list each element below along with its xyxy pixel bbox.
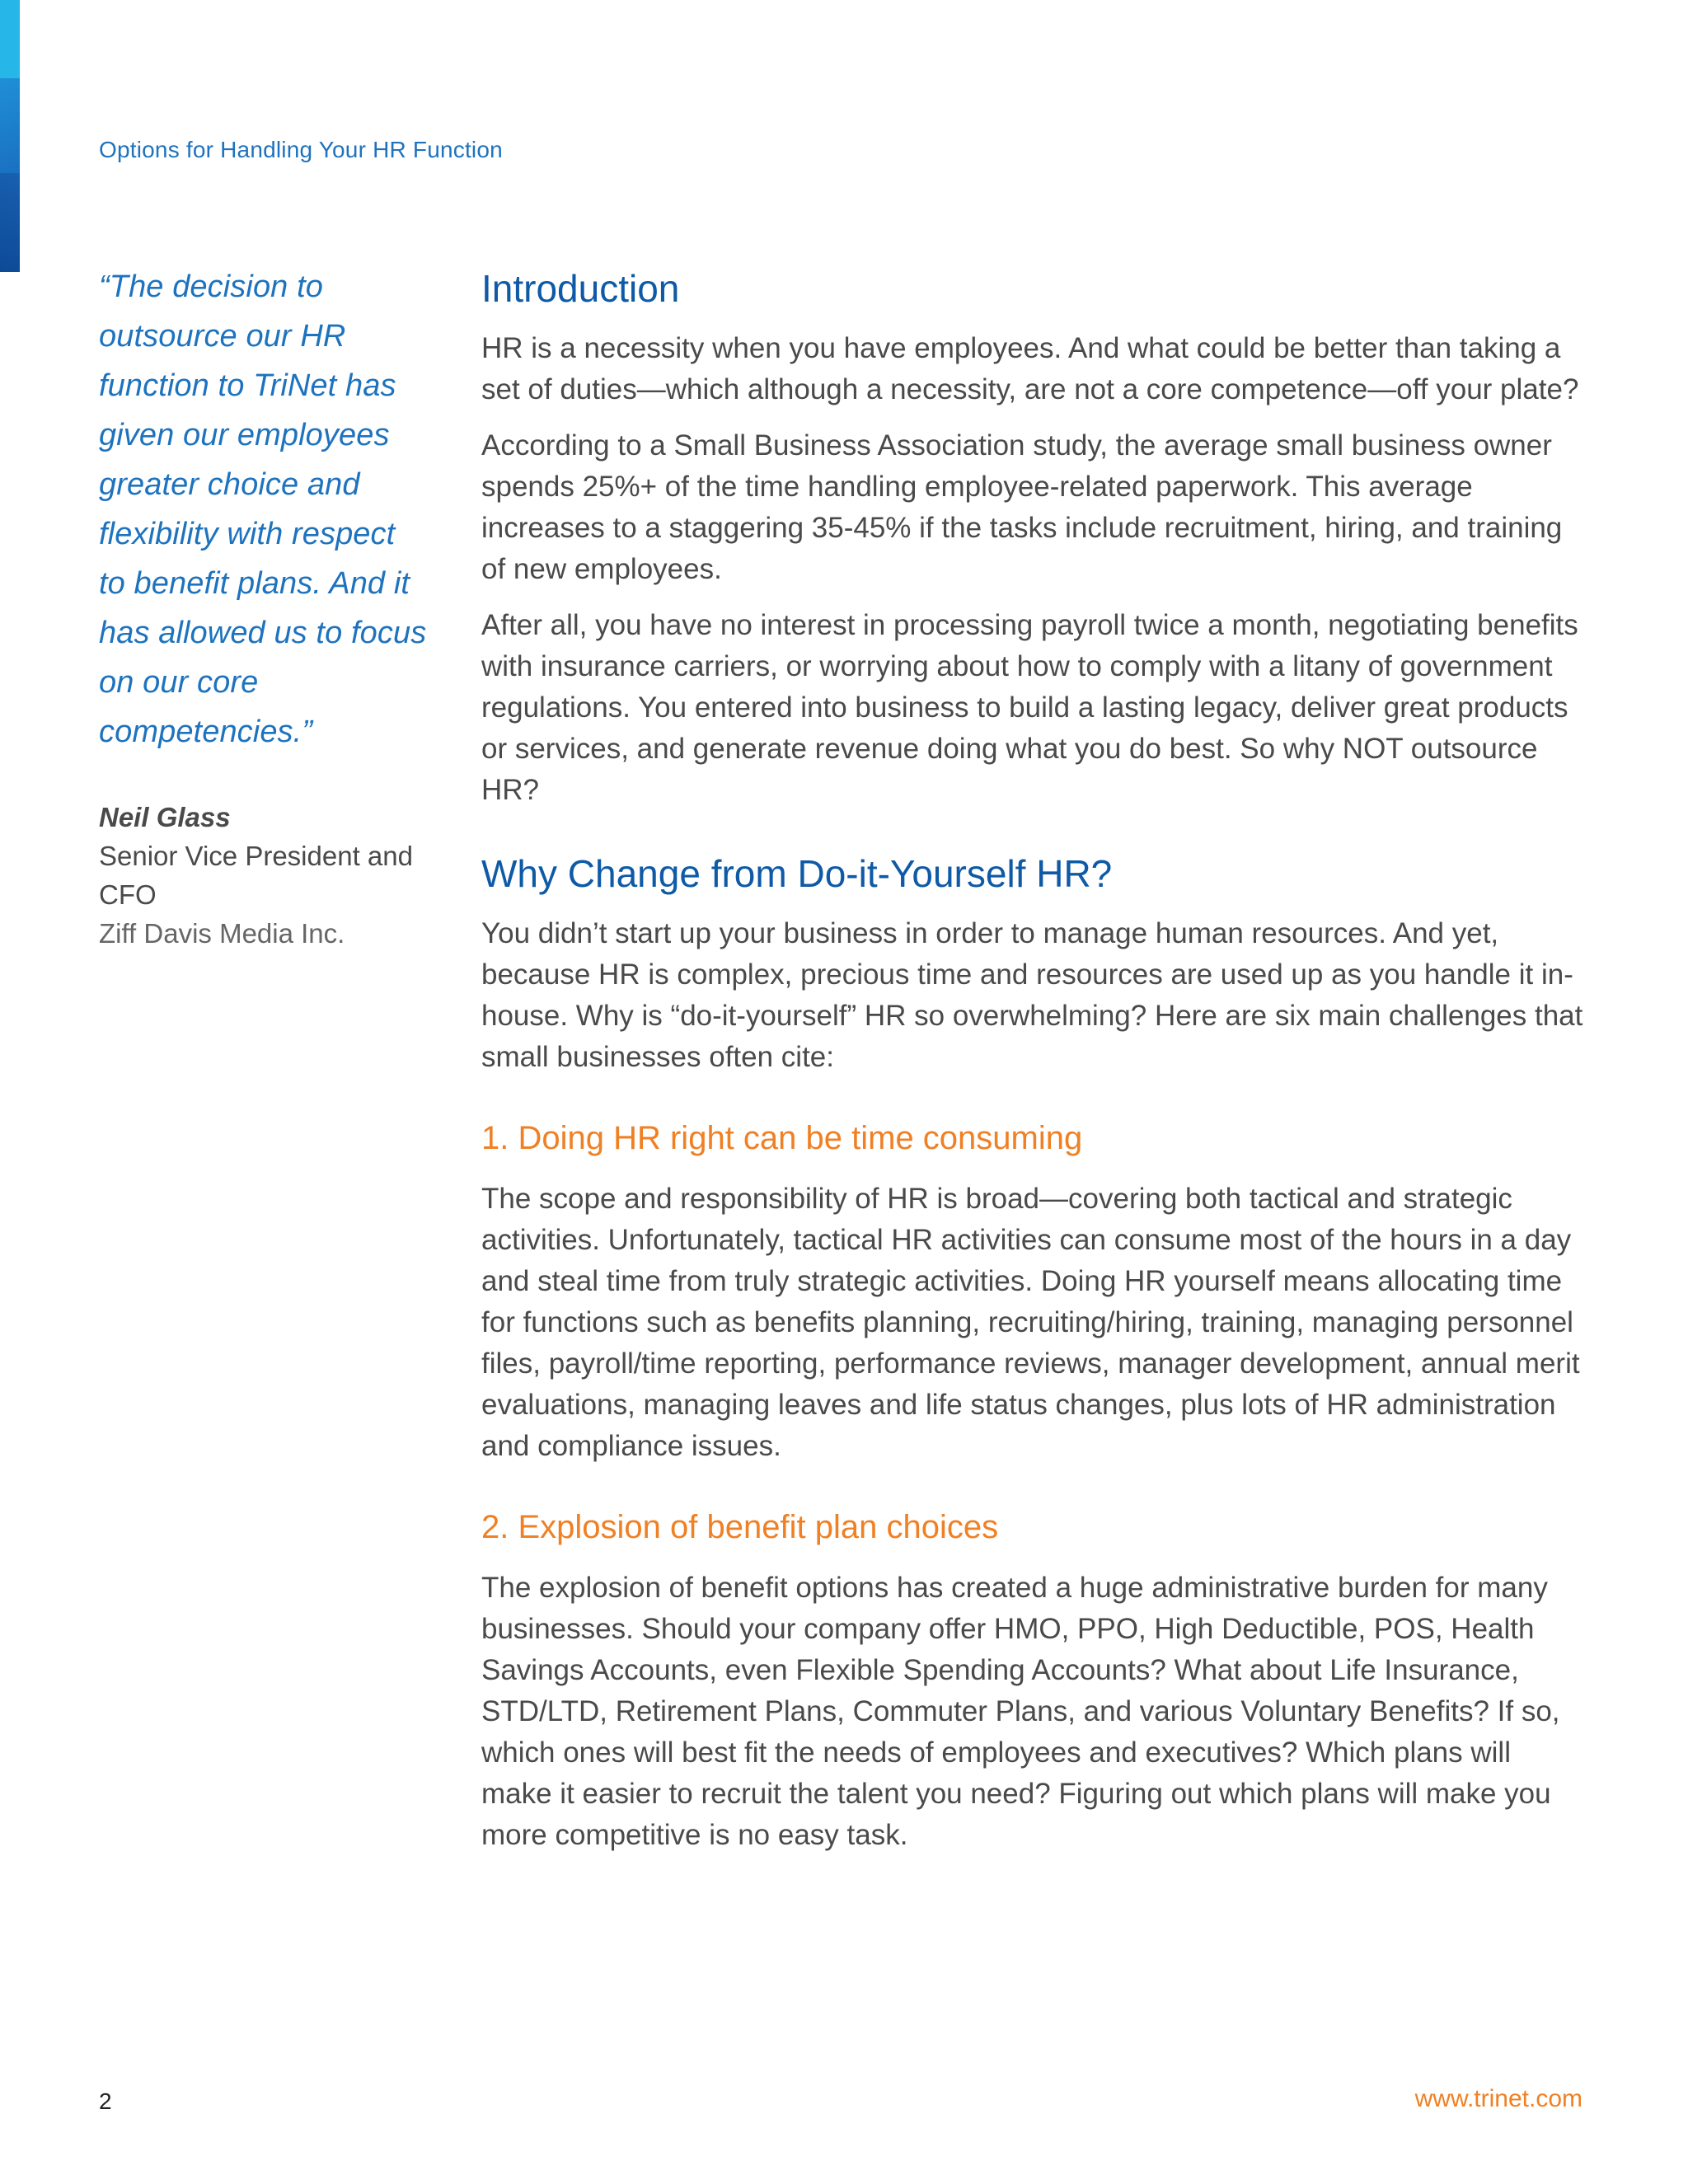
running-header: Options for Handling Your HR Function bbox=[99, 137, 503, 162]
spacer bbox=[481, 1482, 1586, 1505]
heading-challenge-2: 2. Explosion of benefit plan choices bbox=[481, 1509, 999, 1545]
spacer bbox=[481, 1093, 1586, 1116]
attribution-company: Ziff Davis Media Inc. bbox=[99, 918, 345, 949]
heading-why-change: Why Change from Do-it-Yourself HR? bbox=[481, 852, 1113, 895]
section-challenge-1 bbox=[481, 1116, 1586, 1467]
why-change-paragraph: You didn’t start up your business in order to manage human resources. And yet, because HR is complex, precious time and resources are used up as you handle it in-house. Why is “do-it-yourself” HR so overwhelming? Here are six main challenges that small businesses often cite: bbox=[481, 917, 1583, 1073]
challenge-1-paragraph: The scope and responsibility of HR is broad—covering both tactical and strategic activities. Unfortunately, tactical HR activities can consume most of the hours in a day and steal time from truly strategic activities. Doing HR yourself means allocating time for functions such as benefits planning, recruiting/hiring, training, managing personnel files, payroll/time reporting, performance reviews, manager development, annual merit evaluations, managing leaves and life status changes, plus lots of HR administration and compliance issues. bbox=[481, 1183, 1580, 1462]
accent-band-light bbox=[0, 0, 20, 82]
challenge-2-paragraph: The explosion of benefit options has created a huge administrative burden for many businesses. Should your company offer HMO, PPO, High Deductible, POS, Health Savings Accounts, even Flexible Spending Accounts? What about Life Insurance, STD/LTD, Retirement Plans, Commuter Plans, and various Voluntary Benefits? If so, which ones will best fit the needs of employees and executives? Which plans will make it easier to recruit the talent you need? Figuring out which plans will make you more competitive is no easy task. bbox=[481, 1572, 1560, 1851]
heading-challenge-1: 1. Doing HR right can be time consuming bbox=[481, 1120, 1083, 1156]
spacer bbox=[481, 826, 1586, 849]
intro-paragraph-1: HR is a necessity when you have employees. And what could be better than taking a set of duties—which although a necessity, are not a core competence—off your plate? bbox=[481, 332, 1579, 405]
intro-paragraph-2: According to a Small Business Association study, the average small business owner spends 25%+ of the time handling employee-related paperwork. This average increases to a staggering 35-45% if the tasks include recruitment, hiring, and training of new employees. bbox=[481, 429, 1563, 585]
sidebar-testimonial bbox=[99, 262, 429, 953]
page-number: 2 bbox=[99, 2088, 112, 2114]
main-content bbox=[481, 264, 1586, 1871]
attribution-title: Senior Vice President and CFO bbox=[99, 841, 413, 910]
section-why-change bbox=[481, 849, 1586, 1078]
accent-band-dark bbox=[0, 173, 20, 272]
attribution-name: Neil Glass bbox=[99, 802, 231, 832]
testimonial-quote: “The decision to outsource our HR function to TriNet has given our employees greater choice and flexibility with respect to benefit plans. And it has allowed us to focus on our core competencies.” bbox=[99, 269, 427, 749]
website-link[interactable]: www.trinet.com bbox=[1414, 2085, 1582, 2112]
testimonial-attribution bbox=[99, 798, 429, 953]
section-challenge-2 bbox=[481, 1505, 1586, 1856]
left-edge-accent bbox=[0, 0, 20, 272]
accent-band-mid bbox=[0, 78, 20, 177]
heading-introduction: Introduction bbox=[481, 267, 680, 310]
section-introduction bbox=[481, 264, 1586, 811]
intro-paragraph-3: After all, you have no interest in processing payroll twice a month, negotiating benefits with insurance carriers, or worrying about how to comply with a litany of government regulations. You entered into business to build a lasting legacy, deliver great products or services, and generate revenue doing what you do best. So why NOT outsource HR? bbox=[481, 609, 1578, 806]
